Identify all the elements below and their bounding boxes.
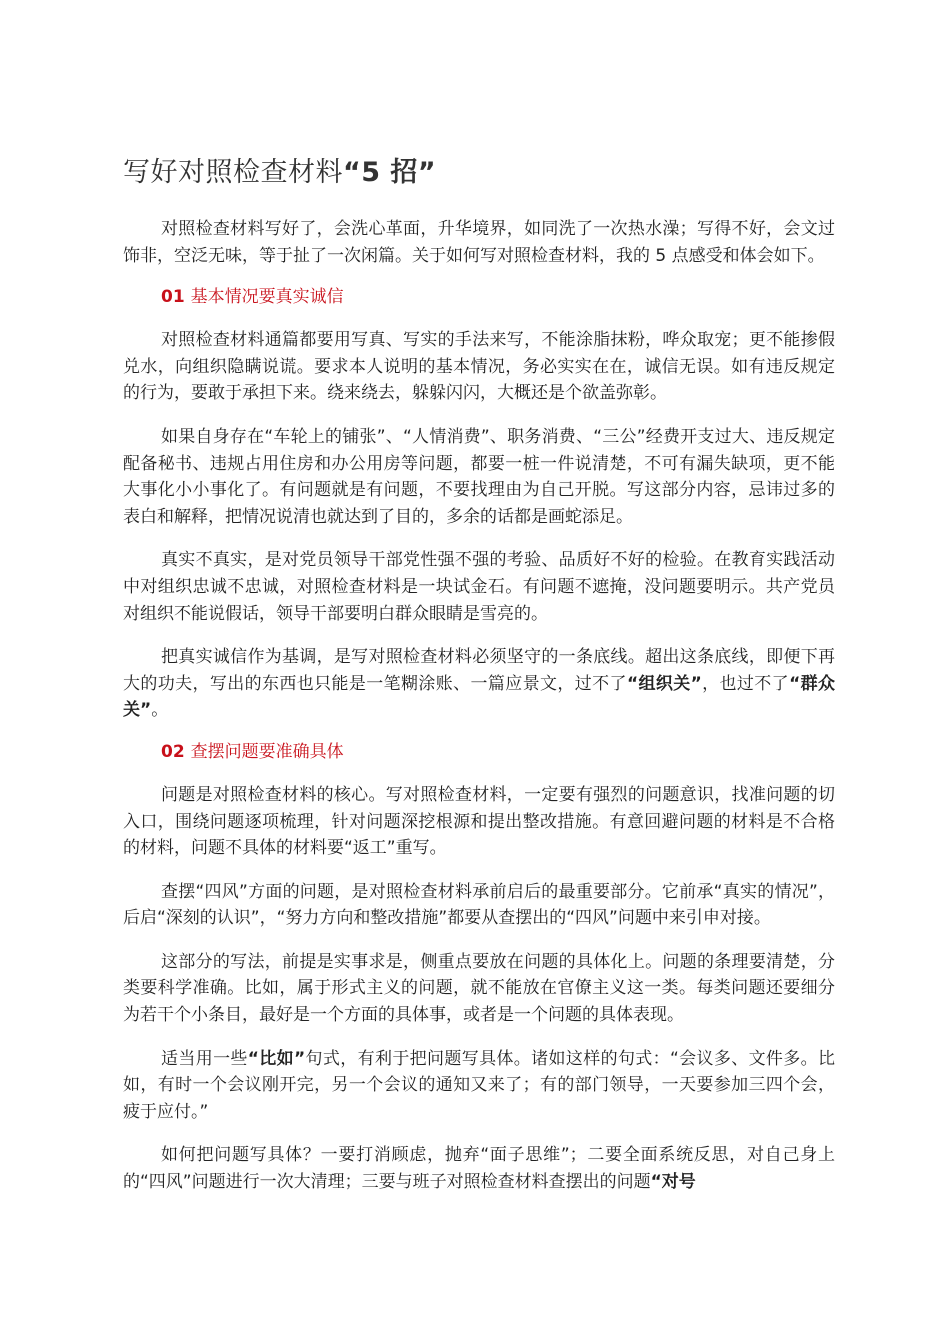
body-paragraph-bottom-line	[123, 644, 835, 724]
document-content	[123, 152, 835, 1196]
bold-run: “对号	[650, 1172, 696, 1193]
title-emphasis: “5 招”	[343, 157, 437, 188]
section-heading-01	[161, 284, 835, 310]
bold-run: “组织关”	[626, 673, 702, 694]
section-number: 01	[161, 287, 185, 308]
body-paragraph-final	[123, 1142, 835, 1195]
section-heading-text: 查摆问题要准确具体	[190, 741, 344, 762]
section-heading-text: 基本情况要真实诚信	[190, 287, 344, 308]
section-number: 02	[161, 741, 185, 762]
text-run: 如何把问题写具体？一要打消顾虑，抛弃“面子思维”；二要全面系统反思，对自己身上的“四风”问题进行一次大清理；三要与班子对照检查材料查摆出的问题	[123, 1145, 835, 1193]
title-main: 写好对照检查材料	[123, 157, 343, 188]
body-paragraph: 这部分的写法，前提是实事求是，侧重点要放在问题的具体化上。问题的条理要清楚，分类要科学准确。比如，属于形式主义的问题，就不能放在官僚主义这一类。每类问题还要细分为若干个小条目，最好是一个方面的具体事，或者是一个问题的具体表现。	[123, 951, 835, 1026]
text-run: 句式，有利于把问题写具体。诸如这样的句式：“会议多、文件多。比如，有时一个会议刚开完，另一个会议的通知又来了；有的部门领导，一天要参加三四个会，疲于应付。”	[123, 1048, 836, 1122]
body-paragraph: 问题是对照检查材料的核心。写对照检查材料，一定要有强烈的问题意识，找准问题的切入口，围绕问题逐项梳理，针对问题深挖根源和提出整改措施。有意回避问题的材料是不合格的材料，问题不具体的材料要“返工”重写。	[123, 784, 835, 859]
text-run: 把真实诚信作为基调，是写对照检查材料必须坚守的一条底线。超出这条底线，即便下再大的功夫，写出的东西也只能是一笔糊涂账、一篇应景文，过不了	[123, 647, 835, 694]
bold-run: “比如”	[247, 1048, 306, 1069]
text-run: 适当用一些	[161, 1048, 248, 1069]
body-paragraph: 对照检查材料通篇都要用写真、写实的手法来写，不能涂脂抹粉，哗众取宠；更不能掺假兑水，向组织隐瞒说谎。要求本人说明的基本情况，务必实实在在，诚信无误。如有违反规定的行为，要敢于承担下来。绕来绕去，躲躲闪闪，大概还是个欲盖弥彰。	[123, 330, 835, 404]
bold-run: “群众关”	[123, 673, 835, 721]
intro-paragraph: 对照检查材料写好了，会洗心革面，升华境界，如同洗了一次热水澡；写得不好，会文过饰非，空泛无味，等于扯了一次闲篇。关于如何写对照检查材料，我的 5 点感受和体会如下。	[123, 219, 835, 266]
section-heading-02	[161, 739, 835, 765]
body-paragraph: 真实不真实，是对党员领导干部党性强不强的考验、品质好不好的检验。在教育实践活动中对组织忠诚不忠诚，对照检查材料是一块试金石。有问题不遮掩，没问题要明示。共产党员对组织不能说假话，领导干部要明白群众眼睛是雪亮的。	[123, 550, 835, 624]
body-paragraph: 查摆“四风”方面的问题，是对照检查材料承前启后的最重要部分。它前承“真实的情况”，后启“深刻的认识”，“努力方向和整改措施”都要从查摆出的“四风”问题中来引申对接。	[123, 881, 835, 929]
body-paragraph: 如果自身存在“车轮上的铺张”、“人情消费”、职务消费、“三公”经费开支过大、违反规定配备秘书、违规占用住房和办公用房等问题，都要一桩一件说清楚，不可有漏失缺项，更不能大事化小小事化了。有问题就是有问题，不要找理由为自己开脱。写这部分内容，忌讳过多的表白和解释，把情况说清也就达到了目的，多余的话都是画蛇添足。	[123, 426, 835, 527]
body-paragraph-example	[123, 1046, 835, 1126]
text-run: ，也过不了	[701, 673, 790, 694]
document-title	[123, 152, 835, 194]
text-run: 。	[151, 700, 169, 721]
